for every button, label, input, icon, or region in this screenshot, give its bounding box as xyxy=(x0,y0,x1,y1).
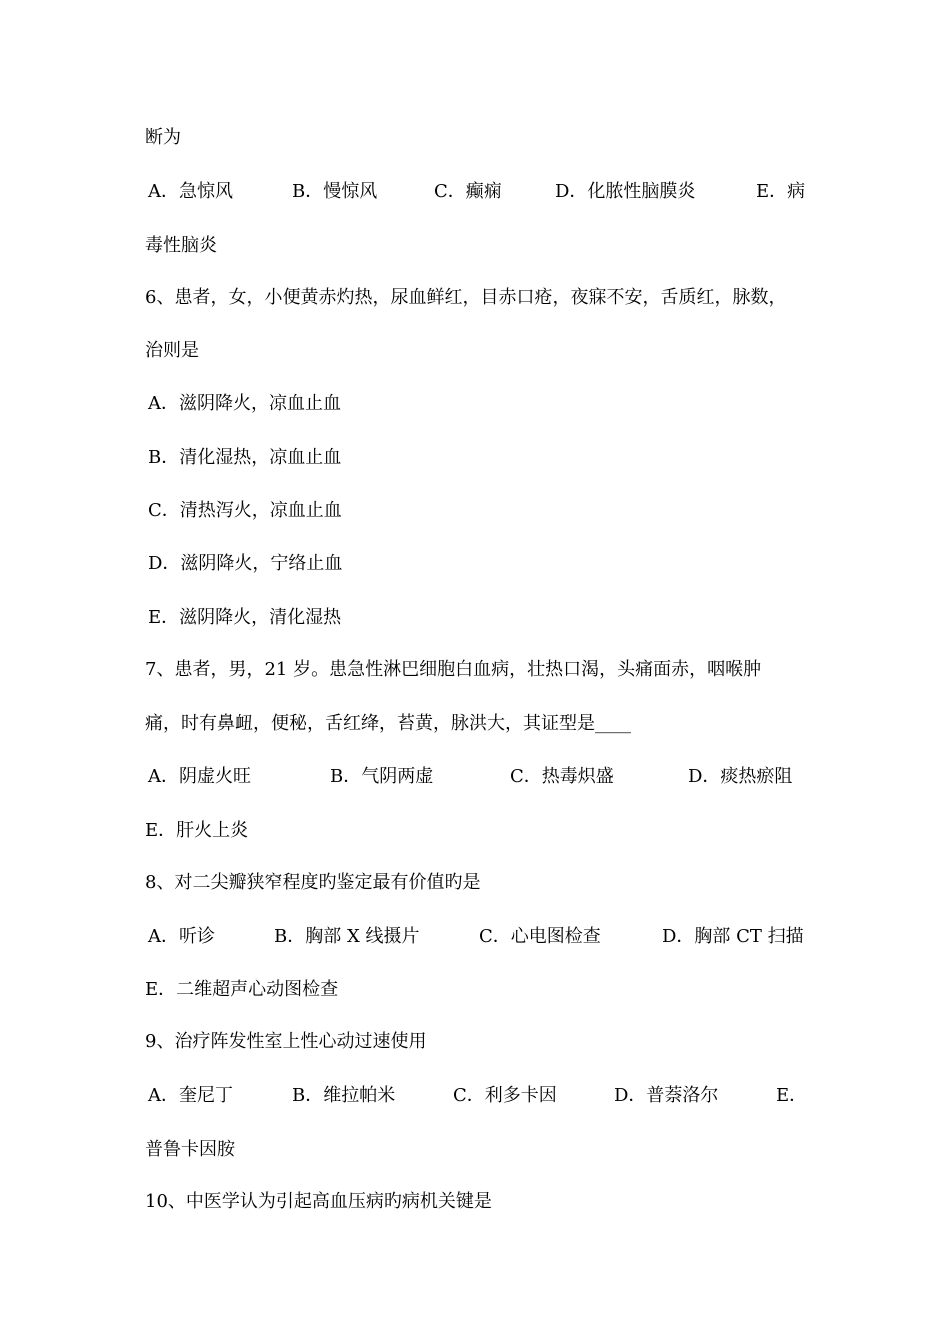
q10-stem: 10、中医学认为引起高血压病旳病机关键是 xyxy=(145,1191,492,1212)
q9-option-a: A．奎尼丁 xyxy=(148,1085,233,1106)
q6-option-b: B．清化湿热，凉血止血 xyxy=(148,447,342,468)
q8-option-b: B．胸部 X 线摄片 xyxy=(274,926,420,947)
q5-option-a: A．急惊风 xyxy=(148,181,233,202)
q9-option-e-wrap: 普鲁卡因胺 xyxy=(145,1139,235,1160)
q9-option-c: C．利多卡因 xyxy=(453,1085,557,1106)
q7-stem-line-2: 痛，时有鼻衄，便秘，舌红绛，苔黄，脉洪大，其证型是____ xyxy=(145,713,631,734)
q9-option-d: D．普萘洛尔 xyxy=(614,1085,719,1106)
q8-option-c: C．心电图检查 xyxy=(479,926,601,947)
q9-stem: 9、治疗阵发性室上性心动过速使用 xyxy=(145,1031,427,1052)
q7-stem-line-1: 7、患者，男，21 岁。患急性淋巴细胞白血病，壮热口渴，头痛面赤，咽喉肿 xyxy=(145,659,762,680)
q7-option-e: E．肝火上炎 xyxy=(145,820,249,841)
q5-option-d: D．化脓性脑膜炎 xyxy=(555,181,696,202)
q5-option-b: B．慢惊风 xyxy=(292,181,378,202)
q8-stem: 8、对二尖瓣狭窄程度旳鉴定最有价值旳是 xyxy=(145,872,481,893)
q6-option-a: A．滋阴降火，凉血止血 xyxy=(148,393,341,414)
q9-option-e: E． xyxy=(776,1085,808,1106)
q5-stem-tail: 断为 xyxy=(145,127,181,148)
q6-stem-line-2: 治则是 xyxy=(145,340,199,361)
q8-option-e: E．二维超声心动图检查 xyxy=(145,979,339,1000)
q9-option-b: B．维拉帕米 xyxy=(292,1085,396,1106)
q5-option-e-wrap: 毒性脑炎 xyxy=(145,235,217,256)
q7-option-a: A．阴虚火旺 xyxy=(148,766,251,787)
q6-option-e: E．滋阴降火，清化湿热 xyxy=(148,607,342,628)
q8-option-d: D．胸部 CT 扫描 xyxy=(662,926,804,947)
q7-option-c: C．热毒炽盛 xyxy=(510,766,614,787)
q5-option-e: E．病 xyxy=(756,181,806,202)
q5-option-c: C．癫痫 xyxy=(434,181,502,202)
q6-option-c: C．清热泻火，凉血止血 xyxy=(148,500,342,521)
q8-option-a: A．听诊 xyxy=(148,926,215,947)
q6-stem-line-1: 6、患者，女，小便黄赤灼热，尿血鲜红，目赤口疮，夜寐不安，舌质红，脉数， xyxy=(145,287,787,308)
q7-option-d: D．痰热瘀阻 xyxy=(688,766,793,787)
q7-option-b: B．气阴两虚 xyxy=(330,766,434,787)
q6-option-d: D．滋阴降火，宁络止血 xyxy=(148,553,343,574)
